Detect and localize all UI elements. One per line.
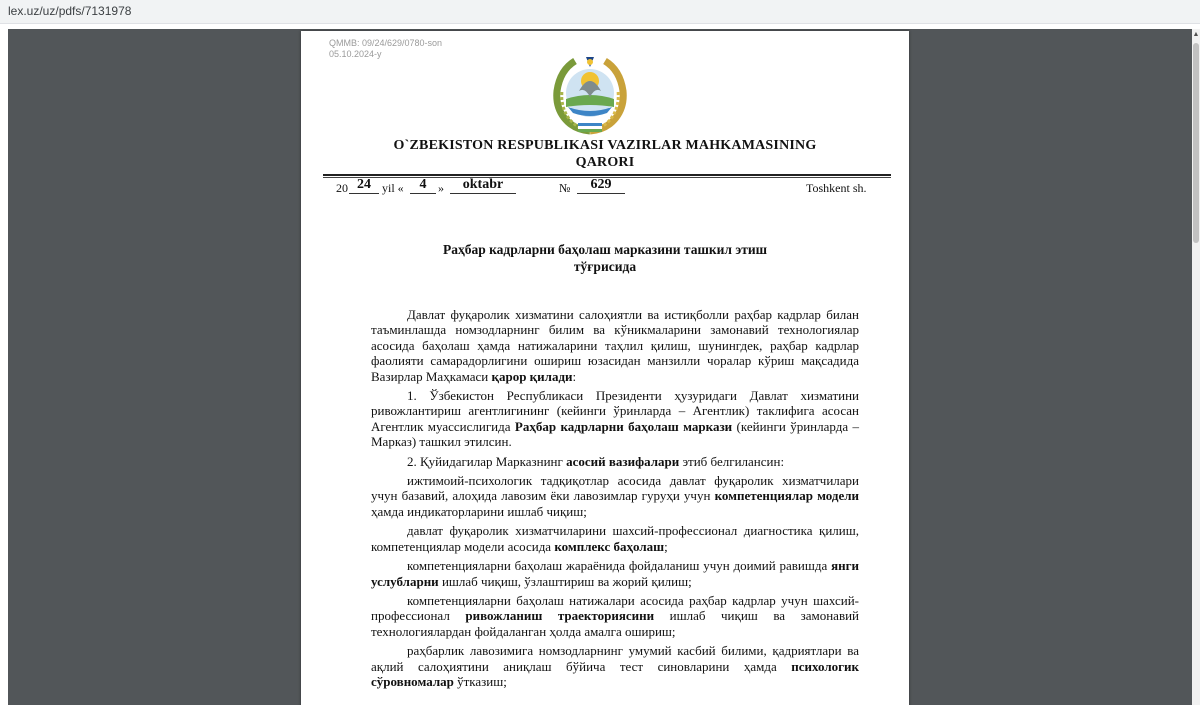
stamp-number: QMMB: 09/24/629/0780-son [329,38,443,48]
month-value: oktabr [450,177,516,194]
decree-body [371,307,859,693]
paragraph: 2. Қуйидагилар Марказнинг асосий вазифалари этиб белгилансин: [407,453,785,469]
registration-stamp [329,38,442,60]
decree-number: 629 [577,177,625,194]
decree-title [301,241,909,275]
state-emblem-icon [545,53,635,137]
paragraph: компетенцияларни баҳолаш жараёнида фойдаланиш учун доимий равишда янги услубларни ишлаб чиқиш, ўзлаштириш ва жорий қилиш; [371,558,859,589]
year-word: yil « [382,181,404,195]
year-prefix: 20 [336,181,348,195]
decree-meta-line [301,179,909,201]
government-title [301,137,909,171]
address-bar[interactable] [0,0,1200,24]
decree-title-line1: Раҳбар кадрларни баҳолаш марказини ташкил этиш [442,242,768,257]
pdf-viewer[interactable] [8,29,1194,705]
vertical-scrollbar[interactable] [1192,29,1200,705]
paragraph: компетенцияларни баҳолаш натижалари асосида раҳбар кадрлар учун шахсий-профессионал ривожланиш траекториясини ишлаб чиқиш ва замонавий технологиялардан фойдаланган ҳолда амалга ошириш; [371,592,860,639]
url-text[interactable]: lex.uz/uz/pdfs/7131978 [8,4,132,18]
day-value: 4 [410,177,436,194]
scrollbar-thumb[interactable] [1193,43,1199,243]
city-label: Toshkent sh. [806,181,867,195]
paragraph: 1. Ўзбекистон Республикаси Президенти ҳузуридаги Давлат хизматини ривожлантириш агентлигининг (кейинги ўринларда – Агентлик) таклифига асосан Агентлик муассислигида Раҳбар кадрларни баҳолаш маркази (кейинги ўринларда – Марказ) ташкил этилсин. [371,388,859,450]
header-rule [323,174,891,176]
number-sign: № [559,181,571,195]
stamp-date: 05.10.2024-y [329,49,382,59]
year-value: 24 [349,177,379,194]
decree-title-line2: тўғрисида [573,259,637,274]
day-close-quote: » [438,181,444,195]
scroll-up-arrow-icon[interactable]: ▲ [1192,31,1200,38]
paragraph: ижтимоий-психологик тадқиқотлар асосида давлат фуқаролик хизматчилари учун базавий, алоҳида лавозим ёки лавозимлар гуруҳи учун компетенциялар модели ҳамда индикаторларини ишлаб чиқиш; [371,473,860,519]
paragraph: раҳбарлик лавозимига номзодларнинг умумий касбий билими, қадриятлари ва ақлий салоҳиятини аниқлаш бўйича тест синовларини ҳамда психологик сўровномалар ўтказиш; [371,643,859,689]
paragraph: давлат фуқаролик хизматчиларини шахсий-профессионал диагностика қилиш, компетенциялар модели асосида комплекс баҳолаш; [371,523,859,554]
paragraph: Давлат фуқаролик хизматини салоҳиятли ва истиқболли раҳбар кадрлар билан таъминлашда номзодларнинг билим ва кўникмаларини замонавий технологиялар асосида баҳолаш ҳамда натижаларини таҳлил қилиш, шунингдек, раҳбар кадрлар фаолияти самарадорлигини ошириш юзасидан манзилли чоралар кўриш мақсадида Вазирлар Маҳкамаси қарор қилади: [371,307,859,384]
pdf-page [301,31,909,705]
government-title-line2: QARORI [575,155,635,170]
government-title-line1: O`ZBEKISTON RESPUBLIKASI VAZIRLAR MAHKAMASINING [393,138,817,153]
